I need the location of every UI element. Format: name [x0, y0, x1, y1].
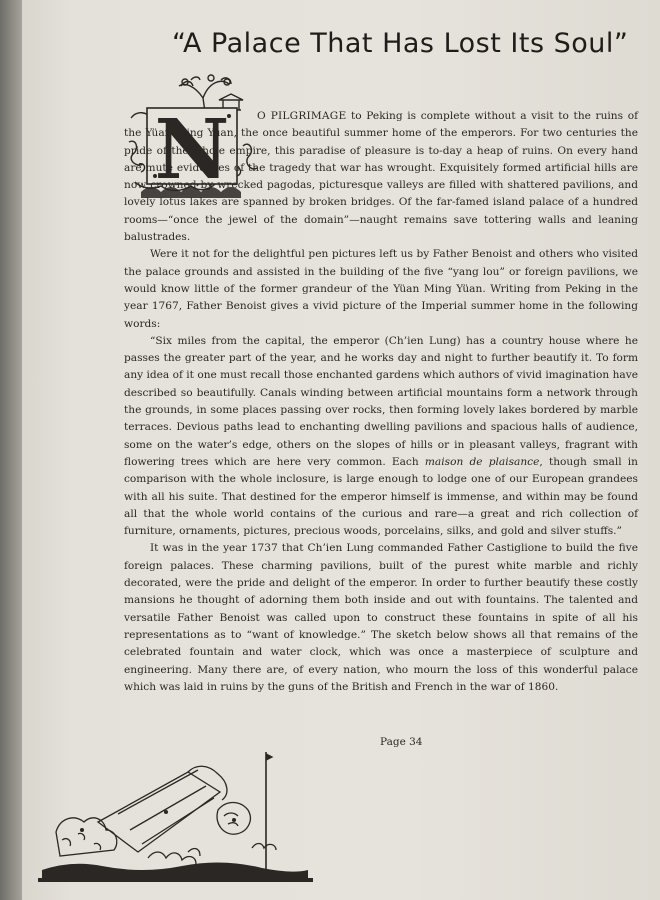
quote-part-1: “Six miles from the capital, the emperor (Ch’ien Lung) has a country house where he passes the greater part of the year, and he works day and night to further beautify it. To form any idea of it one must recall those enchanted gardens which authors of vivid imagination have described so beautifully. Canals winding between artificial mountains form a network through the grounds, in some places passing over rocks, then forming lovely lakes bordered by marble terraces. Devious paths lead to enchanting dwelling pavilions and spacious halls of audience, some on the water’s edge, others on the slopes of hills or in pleasant valleys, fragrant with flowering trees which are here very common. Each [124, 334, 638, 468]
ruins-sketch [38, 752, 313, 892]
paragraph-4: It was in the year 1737 that Ch’ien Lung commanded Father Castiglione to build the five foreign palaces. These charming pavilions, built of the purest white marble and richly decorated, were the pride and delight of the emperor. In order to further beautify these costly mansions he thought of adorning them both inside and out with fountains. The talented and versatile Father Benoist was called upon to construct these fountains in spite of all his representations as to “want of knowledge.” The sketch below shows all that remains of the celebrated fountain and water clock, which was once a masterpiece of sculpture and engineering. Many there are, of every nation, who mourn the loss of this wonderful palace which was laid in ruins by the guns of the British and French in the war of 1860. [124, 542, 638, 693]
paragraph-1 [124, 108, 638, 246]
book-gutter [0, 0, 22, 900]
quote-part-2: , though small in comparison with the whole inclosure, is large enough to lodge one of our European grandees with all his suite. That destined for the emperor himself is immense, and within may be found all that the whole world contains of the curious and rare—a great and rich collection of furniture, ornaments, pictures, precious woods, porcelains, silks, and gold and silver stuffs.” [124, 455, 638, 538]
article-body [124, 108, 638, 696]
page-number: Page 34 [380, 736, 423, 748]
paragraph-1-rest: to Peking is complete without a visit to the ruins of the Yüan Ming Yüan, the once beautiful summer home of the emperors. For two centuries the pride of the whole empire, this paradise of pleasure is to-day a heap of ruins. On every hand are mute evidences of the tragedy that war has wrought. Exquisitely formed artificial hills are now crowned by wrecked pagodas, picturesque valleys are filled with shattered pavilions, and lovely lotus lakes are spanned by broken bridges. Of the far-famed island palace of a hundred rooms—“once the jewel of the domain”—naught remains save tottering walls and leaning balustrades. [124, 110, 638, 244]
quote-italic: maison de plaisance [424, 455, 540, 468]
page-title: “A Palace That Has Lost Its Soul” [172, 28, 629, 59]
drop-cap-letter: N [154, 102, 230, 198]
paragraph-2: Were it not for the delightful pen pictures left us by Father Benoist and others who visited the palace grounds and assisted in the building of the five “yang lou” or foreign pavilions, we would know little of the former grandeur of the Yüan Ming Yüan. Writing from Peking in the year 1767, Father Benoist gives a vivid picture of the Imperial summer home in the following words: [124, 248, 638, 330]
quote-paragraph [124, 333, 638, 541]
book-page [22, 0, 660, 900]
paragraph-1-lead: O PILGRIMAGE [257, 110, 347, 122]
